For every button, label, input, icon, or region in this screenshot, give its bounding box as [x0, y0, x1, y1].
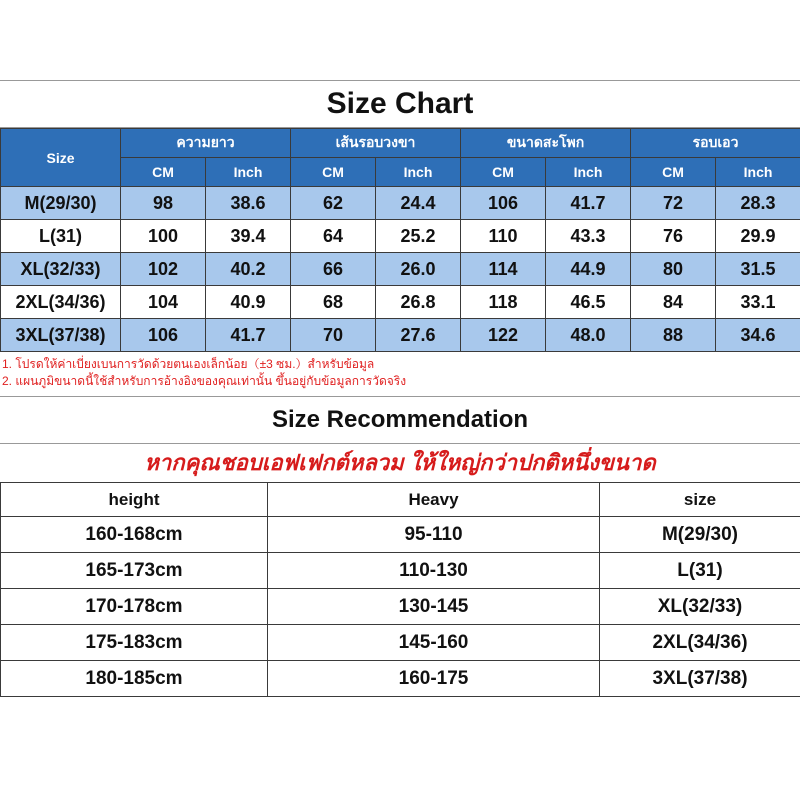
weight-cell: 110-130 — [268, 553, 600, 589]
size-cell: 2XL(34/36) — [600, 625, 800, 661]
top-whitespace — [0, 0, 800, 80]
value-cell: 114 — [461, 253, 546, 286]
value-cell: 98 — [121, 187, 206, 220]
size-row — [1, 286, 800, 319]
value-cell: 40.2 — [206, 253, 291, 286]
value-cell: 44.9 — [546, 253, 631, 286]
unit-header: CM — [631, 158, 716, 187]
weight-cell: 160-175 — [268, 661, 600, 697]
size-cell: L(31) — [600, 553, 800, 589]
group-header-hip: ขนาดสะโพก — [461, 129, 631, 158]
note-line: 1. โปรดให้ค่าเบี่ยงเบนการวัดด้วยตนเองเล็กน้อย（±3 ซม.）สำหรับข้อมูล — [2, 357, 375, 371]
size-chart-table — [0, 128, 800, 352]
height-cell: 170-178cm — [1, 589, 268, 625]
bottom-whitespace — [0, 718, 800, 800]
size-column-header: Size — [1, 129, 121, 187]
unit-header: Inch — [206, 158, 291, 187]
value-cell: 38.6 — [206, 187, 291, 220]
recommendation-row — [1, 625, 800, 661]
size-cell: XL(32/33) — [600, 589, 800, 625]
value-cell: 43.3 — [546, 220, 631, 253]
recommendation-row — [1, 661, 800, 697]
value-cell: 26.8 — [376, 286, 461, 319]
value-cell: 122 — [461, 319, 546, 352]
value-cell: 41.7 — [206, 319, 291, 352]
value-cell: 70 — [291, 319, 376, 352]
value-cell: 76 — [631, 220, 716, 253]
notes-block — [0, 352, 800, 396]
size-cell: 3XL(37/38) — [1, 319, 121, 352]
size-row — [1, 187, 800, 220]
recommendation-header-row — [1, 483, 800, 517]
height-header: height — [1, 483, 268, 517]
weight-cell: 130-145 — [268, 589, 600, 625]
size-chart-title: Size Chart — [0, 80, 800, 128]
size-cell: XL(32/33) — [1, 253, 121, 286]
size-chart-document — [0, 80, 800, 697]
value-cell: 64 — [291, 220, 376, 253]
value-cell: 62 — [291, 187, 376, 220]
size-header: size — [600, 483, 800, 517]
value-cell: 68 — [291, 286, 376, 319]
recommendation-title: Size Recommendation — [0, 396, 800, 444]
value-cell: 104 — [121, 286, 206, 319]
unit-header: Inch — [376, 158, 461, 187]
value-cell: 118 — [461, 286, 546, 319]
group-header-thigh: เส้นรอบวงขา — [291, 129, 461, 158]
value-cell: 102 — [121, 253, 206, 286]
height-cell: 175-183cm — [1, 625, 268, 661]
value-cell: 33.1 — [716, 286, 800, 319]
unit-header-row — [1, 158, 800, 187]
value-cell: 41.7 — [546, 187, 631, 220]
size-cell: M(29/30) — [1, 187, 121, 220]
unit-header: Inch — [546, 158, 631, 187]
height-cell: 165-173cm — [1, 553, 268, 589]
value-cell: 66 — [291, 253, 376, 286]
unit-header: CM — [121, 158, 206, 187]
value-cell: 106 — [461, 187, 546, 220]
value-cell: 25.2 — [376, 220, 461, 253]
recommendation-row — [1, 517, 800, 553]
note-line: 2. แผนภูมิขนาดนี้ใช้สำหรับการอ้างอิงของคุณเท่านั้น ขึ้นอยู่กับข้อมูลการวัดจริง — [2, 374, 407, 388]
heavy-header: Heavy — [268, 483, 600, 517]
group-header-row — [1, 129, 800, 158]
value-cell: 84 — [631, 286, 716, 319]
weight-cell: 95-110 — [268, 517, 600, 553]
value-cell: 24.4 — [376, 187, 461, 220]
value-cell: 34.6 — [716, 319, 800, 352]
value-cell: 29.9 — [716, 220, 800, 253]
value-cell: 100 — [121, 220, 206, 253]
unit-header: CM — [291, 158, 376, 187]
value-cell: 110 — [461, 220, 546, 253]
group-header-waist: รอบเอว — [631, 129, 800, 158]
recommendation-row — [1, 589, 800, 625]
size-row — [1, 220, 800, 253]
value-cell: 72 — [631, 187, 716, 220]
size-cell: 3XL(37/38) — [600, 661, 800, 697]
height-cell: 180-185cm — [1, 661, 268, 697]
value-cell: 88 — [631, 319, 716, 352]
recommendation-note: หากคุณชอบเอฟเฟกต์หลวม ให้ใหญ่กว่าปกติหนึ่งขนาด — [144, 450, 656, 475]
value-cell: 46.5 — [546, 286, 631, 319]
value-cell: 26.0 — [376, 253, 461, 286]
value-cell: 80 — [631, 253, 716, 286]
weight-cell: 145-160 — [268, 625, 600, 661]
value-cell: 48.0 — [546, 319, 631, 352]
value-cell: 27.6 — [376, 319, 461, 352]
value-cell: 39.4 — [206, 220, 291, 253]
size-row — [1, 319, 800, 352]
size-row — [1, 253, 800, 286]
value-cell: 31.5 — [716, 253, 800, 286]
value-cell: 40.9 — [206, 286, 291, 319]
size-cell: M(29/30) — [600, 517, 800, 553]
size-cell: 2XL(34/36) — [1, 286, 121, 319]
group-header-length: ความยาว — [121, 129, 291, 158]
recommendation-table — [0, 482, 800, 697]
height-cell: 160-168cm — [1, 517, 268, 553]
size-cell: L(31) — [1, 220, 121, 253]
value-cell: 28.3 — [716, 187, 800, 220]
unit-header: CM — [461, 158, 546, 187]
value-cell: 106 — [121, 319, 206, 352]
unit-header: Inch — [716, 158, 800, 187]
recommendation-row — [1, 553, 800, 589]
